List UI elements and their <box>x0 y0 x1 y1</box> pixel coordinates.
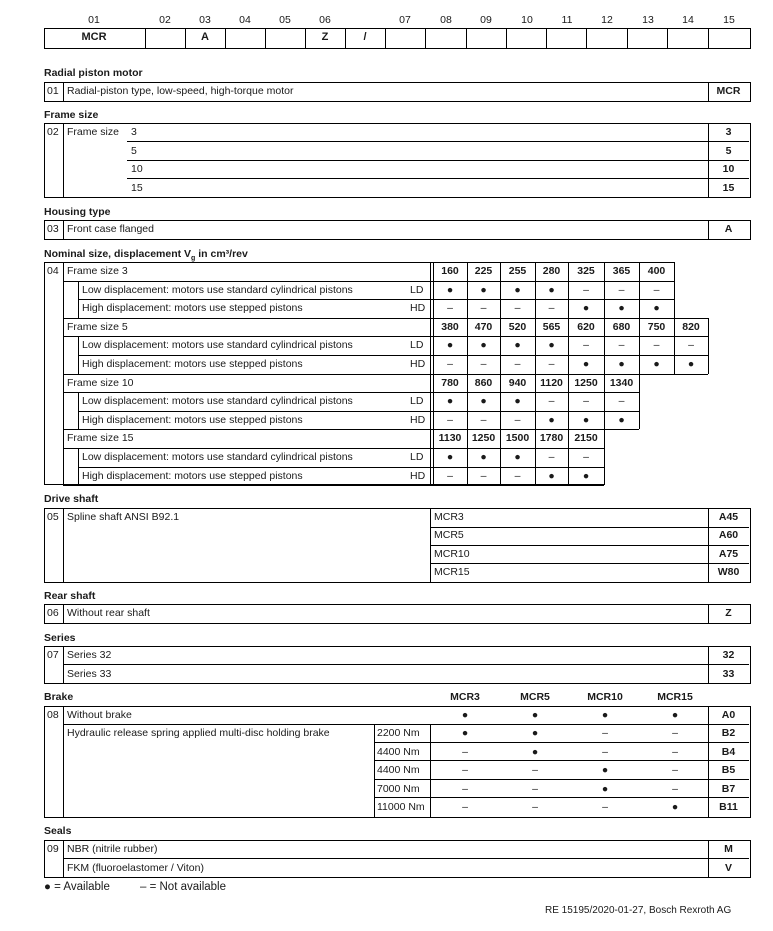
code-divider <box>586 28 587 48</box>
nominal-size: 1500 <box>505 432 530 445</box>
availability-mark: – <box>480 302 487 315</box>
availability-mark: ● <box>618 413 625 426</box>
brake-row-line <box>374 797 749 798</box>
availability-mark: – <box>672 764 678 776</box>
row-number: 07 <box>47 649 59 661</box>
section-title: Series <box>44 632 76 644</box>
motor-model: MCR10 <box>434 547 470 560</box>
nominal-size: 325 <box>577 265 595 277</box>
availability-mark: ● <box>531 745 539 758</box>
availability-mark: – <box>583 395 589 408</box>
position-number: 08 <box>440 14 452 26</box>
size-col-line <box>535 374 536 430</box>
row-number: 06 <box>47 607 59 619</box>
frame-group-label: Frame size 5 <box>67 320 128 333</box>
availability-mark: ● <box>671 801 679 813</box>
size-left-line <box>430 429 431 485</box>
hd-description: High displacement: motors use stepped pistons <box>82 413 303 426</box>
nominal-size: 380 <box>441 320 459 333</box>
brake-torque: 2200 Nm <box>377 727 420 739</box>
section-title: Rear shaft <box>44 590 96 602</box>
torque-left-line <box>374 724 375 817</box>
size-col-line <box>433 374 434 430</box>
availability-mark: ● <box>601 764 609 776</box>
size-col-line <box>674 262 675 318</box>
option-code: B11 <box>719 801 738 813</box>
availability-mark: – <box>583 339 589 352</box>
size-col-line <box>568 374 569 430</box>
nominal-size: 750 <box>647 320 666 333</box>
availability-mark: – <box>532 782 538 795</box>
availability-mark: – <box>672 782 678 795</box>
position-number: 11 <box>561 14 573 26</box>
brake-model-header: MCR5 <box>520 691 550 703</box>
code-divider <box>265 28 266 48</box>
availability-mark: – <box>514 302 521 315</box>
ld-description: Low displacement: motors use standard cylindrical pistons <box>82 451 353 463</box>
nominal-size: 520 <box>508 320 527 333</box>
availability-mark: ● <box>514 339 521 352</box>
left-border <box>44 262 45 484</box>
ld-code: LD <box>410 283 424 296</box>
code-divider <box>466 28 467 48</box>
code-divider <box>627 28 628 48</box>
availability-mark: – <box>583 283 589 296</box>
position-number: 02 <box>159 14 171 26</box>
series-label: Series 33 <box>67 667 112 680</box>
availability-mark: ● <box>671 709 679 721</box>
brake-torque: 4400 Nm <box>377 764 420 776</box>
seal-label: FKM (fluoroelastomer / Viton) <box>67 861 204 874</box>
nominal-size: 400 <box>647 265 666 277</box>
motor-model: MCR15 <box>434 565 470 578</box>
code-divider <box>708 28 709 48</box>
row-label: Radial-piston type, low-speed, high-torque motor <box>67 85 294 97</box>
frame-size-value: 3 <box>131 126 137 138</box>
availability-mark: – <box>548 451 555 463</box>
option-code: W80 <box>717 565 740 578</box>
code-divider <box>667 28 668 48</box>
nominal-size: 1130 <box>438 432 462 445</box>
option-code: 33 <box>722 667 735 680</box>
size-col-line <box>639 262 640 318</box>
frame-size-value: 5 <box>131 144 137 157</box>
row-label: Spline shaft ANSI B92.1 <box>67 511 180 523</box>
hd-code: HD <box>410 469 426 482</box>
size-col-line <box>604 429 605 485</box>
availability-mark: – <box>480 469 487 482</box>
ld-description: Low displacement: motors use standard cylindrical pistons <box>82 395 353 408</box>
rear-shaft-row <box>44 604 751 624</box>
nominal-size: 160 <box>441 265 459 277</box>
size-col-line <box>604 318 605 374</box>
size-left-line <box>430 318 431 374</box>
column-line <box>63 604 64 623</box>
size-col-line <box>708 318 709 374</box>
ordering-code-bar <box>44 28 751 49</box>
size-col-line <box>433 318 434 374</box>
position-number: 09 <box>480 14 492 26</box>
availability-mark: – <box>653 283 660 296</box>
legend-available: ● = Available <box>44 881 110 893</box>
availability-mark: ● <box>548 413 555 426</box>
nominal-size: 820 <box>682 320 700 333</box>
availability-mark: ● <box>514 395 521 408</box>
size-left-line <box>430 262 431 318</box>
section-title: Drive shaft <box>44 493 99 505</box>
code-divider <box>506 28 507 48</box>
indent-line <box>78 448 79 485</box>
nominal-size: 860 <box>474 376 493 389</box>
section-title: Brake <box>44 691 74 703</box>
hd-description: High displacement: motors use stepped pistons <box>82 469 303 482</box>
footer-reference: RE 15195/2020-01-27, Bosch Rexroth AG <box>545 905 732 916</box>
brake-model-header: MCR10 <box>587 691 623 703</box>
nominal-size: 565 <box>542 320 561 333</box>
row-number: 03 <box>47 223 59 235</box>
availability-mark: – <box>618 283 625 296</box>
size-col-line <box>639 374 640 430</box>
option-code: 15 <box>722 181 735 194</box>
availability-mark: – <box>462 745 468 758</box>
size-col-line <box>467 429 468 485</box>
column-line <box>63 123 64 197</box>
brake-model-header: MCR3 <box>450 691 480 703</box>
brake-row-line <box>374 760 749 761</box>
availability-mark: – <box>548 358 555 370</box>
position-number: 01 <box>88 14 100 26</box>
legend-not-available: – = Not available <box>140 881 226 893</box>
num-divider <box>63 82 64 101</box>
availability-mark: – <box>602 745 608 758</box>
option-code: A <box>724 223 733 235</box>
nominal-size: 1250 <box>574 376 598 389</box>
torque-right-line <box>430 724 431 817</box>
hd-description: High displacement: motors use stepped pistons <box>82 302 303 315</box>
indent-line <box>78 336 79 373</box>
option-code: B4 <box>721 745 736 758</box>
availability-mark: – <box>462 764 468 776</box>
size-col-line <box>604 374 605 430</box>
frame-group-label: Frame size 15 <box>67 432 134 445</box>
option-code: B2 <box>721 727 736 739</box>
row-number: 04 <box>47 265 59 277</box>
availability-mark: – <box>514 413 521 426</box>
availability-mark: ● <box>653 302 660 315</box>
nominal-size: 2150 <box>574 432 598 445</box>
row-label: Without rear shaft <box>67 607 150 619</box>
ld-description: Low displacement: motors use standard cylindrical pistons <box>82 283 353 296</box>
row-label: Front case flanged <box>67 223 154 235</box>
availability-mark: – <box>480 413 487 426</box>
position-number: 14 <box>682 14 694 26</box>
position-number: 05 <box>279 14 291 26</box>
availability-mark: – <box>514 358 521 370</box>
availability-mark: ● <box>446 339 454 352</box>
availability-mark: – <box>672 745 678 758</box>
availability-mark: – <box>653 339 660 352</box>
size-col-line <box>568 262 569 318</box>
group-bottom <box>63 485 604 486</box>
nominal-size: 940 <box>508 376 527 389</box>
availability-mark: – <box>672 727 678 739</box>
drive-row-line <box>430 545 749 546</box>
hd-code: HD <box>410 302 426 315</box>
option-code: Z <box>725 607 732 619</box>
row-number: 02 <box>47 126 59 138</box>
frame-group-label: Frame size 10 <box>67 376 134 389</box>
size-col-line <box>500 374 501 430</box>
position-number: 13 <box>642 14 654 26</box>
brake-row-line <box>374 742 749 743</box>
size-left-line <box>430 374 431 430</box>
availability-mark: ● <box>514 283 521 296</box>
availability-mark: ● <box>446 395 454 408</box>
size-col-line <box>467 318 468 374</box>
position-number: 06 <box>319 14 331 26</box>
nominal-size: 365 <box>612 265 631 277</box>
availability-mark: ● <box>480 339 487 352</box>
availability-mark: – <box>618 395 625 408</box>
row-number: 05 <box>47 511 59 523</box>
code-divider <box>145 28 146 48</box>
availability-mark: ● <box>548 469 555 482</box>
availability-mark: – <box>548 395 555 408</box>
availability-mark: ● <box>618 302 625 315</box>
code-divider <box>385 28 386 48</box>
brake-row-line <box>374 779 749 780</box>
size-col-line <box>568 429 569 485</box>
title-subscript: g <box>191 255 196 263</box>
column-line <box>63 508 64 582</box>
availability-mark: ● <box>480 451 487 463</box>
code-divider <box>225 28 226 48</box>
option-code: 5 <box>725 144 732 157</box>
nominal-size: 780 <box>441 376 459 389</box>
option-code: V <box>724 861 732 874</box>
column-line <box>63 706 64 817</box>
section-title: Housing type <box>44 206 111 218</box>
indent-line <box>78 392 79 429</box>
availability-mark: ● <box>531 709 539 721</box>
position-number: 12 <box>601 14 613 26</box>
row-number: 01 <box>47 85 59 97</box>
availability-mark: – <box>480 358 487 370</box>
hd-code: HD <box>410 358 426 370</box>
ld-code: LD <box>410 451 424 463</box>
nominal-size: 225 <box>474 265 493 277</box>
code-divider <box>425 28 426 48</box>
code-value: Z <box>321 31 329 43</box>
series-row-line <box>63 664 749 665</box>
brake-torque: 11000 Nm <box>377 801 425 813</box>
availability-mark: ● <box>687 358 695 370</box>
position-number: 10 <box>521 14 533 26</box>
frame-row-line <box>127 178 749 179</box>
section-title: Seals <box>44 825 72 837</box>
motor-model: MCR3 <box>434 511 464 523</box>
brake-torque: 7000 Nm <box>377 782 420 795</box>
frame-row-line <box>127 160 749 161</box>
availability-mark: – <box>583 451 589 463</box>
availability-mark: ● <box>480 395 487 408</box>
availability-mark: – <box>688 339 694 352</box>
nominal-size: 255 <box>508 265 527 277</box>
row-label: Hydraulic release spring applied multi-disc holding brake <box>67 727 330 739</box>
section-title: Frame size <box>44 109 99 121</box>
frame-group-label: Frame size 3 <box>67 265 128 277</box>
option-code: A45 <box>718 511 739 523</box>
size-col-line <box>639 318 640 374</box>
availability-mark: – <box>514 469 521 482</box>
nominal-size: 680 <box>612 320 631 333</box>
code-divider <box>546 28 547 48</box>
position-number: 04 <box>239 14 251 26</box>
code-value: / <box>363 31 367 43</box>
option-code: 3 <box>725 126 732 138</box>
size-col-line <box>433 429 434 485</box>
option-code: A75 <box>718 547 739 560</box>
code-value: MCR <box>81 31 107 43</box>
series-block <box>44 646 751 684</box>
option-code: M <box>724 843 733 855</box>
motor-model: MCR5 <box>434 529 464 542</box>
ld-code: LD <box>410 395 424 408</box>
size-col-line <box>433 262 434 318</box>
size-col-line <box>674 318 675 374</box>
availability-mark: ● <box>446 283 454 296</box>
option-code: B5 <box>721 764 736 776</box>
availability-mark: – <box>447 413 453 426</box>
option-code: A60 <box>718 529 739 542</box>
size-col-line <box>500 429 501 485</box>
size-col-line <box>467 374 468 430</box>
brake-torque: 4400 Nm <box>377 745 420 758</box>
availability-mark: ● <box>601 709 609 721</box>
hd-code: HD <box>410 413 426 426</box>
position-number: 15 <box>723 14 735 26</box>
availability-mark: – <box>447 358 453 370</box>
availability-mark: – <box>618 339 625 352</box>
availability-mark: ● <box>582 302 590 315</box>
row-label: Without brake <box>67 709 132 721</box>
brake-model-header: MCR15 <box>657 691 693 703</box>
option-code: MCR <box>716 85 741 97</box>
availability-mark: – <box>462 801 468 813</box>
ld-description: Low displacement: motors use standard cylindrical pistons <box>82 339 353 352</box>
size-col-line <box>604 262 605 318</box>
section-title <box>44 248 248 262</box>
nominal-size: 1340 <box>609 376 634 389</box>
option-code: A0 <box>721 709 736 721</box>
availability-mark: ● <box>531 727 539 739</box>
option-code: B7 <box>721 782 736 795</box>
availability-mark: ● <box>548 283 555 296</box>
nominal-size: 1250 <box>471 432 496 445</box>
size-col-line <box>535 429 536 485</box>
row-label: Frame size <box>67 126 119 138</box>
availability-mark: – <box>602 727 608 739</box>
availability-mark: – <box>462 782 468 795</box>
position-number: 03 <box>199 14 211 26</box>
seal-label: NBR (nitrile rubber) <box>67 843 158 855</box>
nominal-size: 470 <box>474 320 493 333</box>
drive-row-line <box>430 563 749 564</box>
size-col-line <box>568 318 569 374</box>
drive-row-line <box>430 527 749 528</box>
frame-size-value: 10 <box>131 163 143 175</box>
size-col-line <box>535 318 536 374</box>
availability-mark: ● <box>548 339 555 352</box>
availability-mark: ● <box>653 358 660 370</box>
nominal-size: 620 <box>577 320 595 333</box>
availability-mark: ● <box>582 469 590 482</box>
availability-mark: – <box>602 801 608 813</box>
availability-mark: ● <box>582 358 590 370</box>
option-code: 10 <box>722 163 735 175</box>
availability-mark: – <box>532 764 538 776</box>
frame-size-value: 15 <box>131 181 143 194</box>
availability-mark: ● <box>514 451 521 463</box>
row-number: 09 <box>47 843 59 855</box>
indent-line <box>78 281 79 318</box>
nominal-size: 280 <box>542 265 561 277</box>
size-col-line <box>467 262 468 318</box>
column-line <box>63 220 64 239</box>
availability-mark: ● <box>461 727 469 739</box>
availability-mark: ● <box>461 709 469 721</box>
availability-mark: ● <box>480 283 487 296</box>
position-number: 07 <box>399 14 411 26</box>
availability-mark: ● <box>601 782 609 795</box>
title-text: Nominal size, displacement V <box>44 248 192 260</box>
series-label: Series 32 <box>67 649 112 661</box>
availability-mark: – <box>447 302 453 315</box>
code-value: A <box>201 31 209 43</box>
nominal-size: 1780 <box>539 432 564 445</box>
nominal-size: 1120 <box>540 376 563 389</box>
size-col-line <box>535 262 536 318</box>
availability-mark: – <box>532 801 538 813</box>
availability-mark: ● <box>446 451 454 463</box>
availability-mark: – <box>447 469 453 482</box>
frame-row-line <box>127 141 749 142</box>
size-col-line <box>500 318 501 374</box>
hd-description: High displacement: motors use stepped pistons <box>82 358 303 370</box>
ld-code: LD <box>410 339 424 352</box>
availability-mark: ● <box>582 413 590 426</box>
availability-mark: ● <box>618 358 625 370</box>
availability-mark: – <box>548 302 555 315</box>
section-title: Radial piston motor <box>44 67 143 79</box>
row-number: 08 <box>47 709 59 721</box>
option-code: 32 <box>722 649 735 661</box>
size-col-line <box>500 262 501 318</box>
title-text: in cm³/rev <box>195 248 248 260</box>
